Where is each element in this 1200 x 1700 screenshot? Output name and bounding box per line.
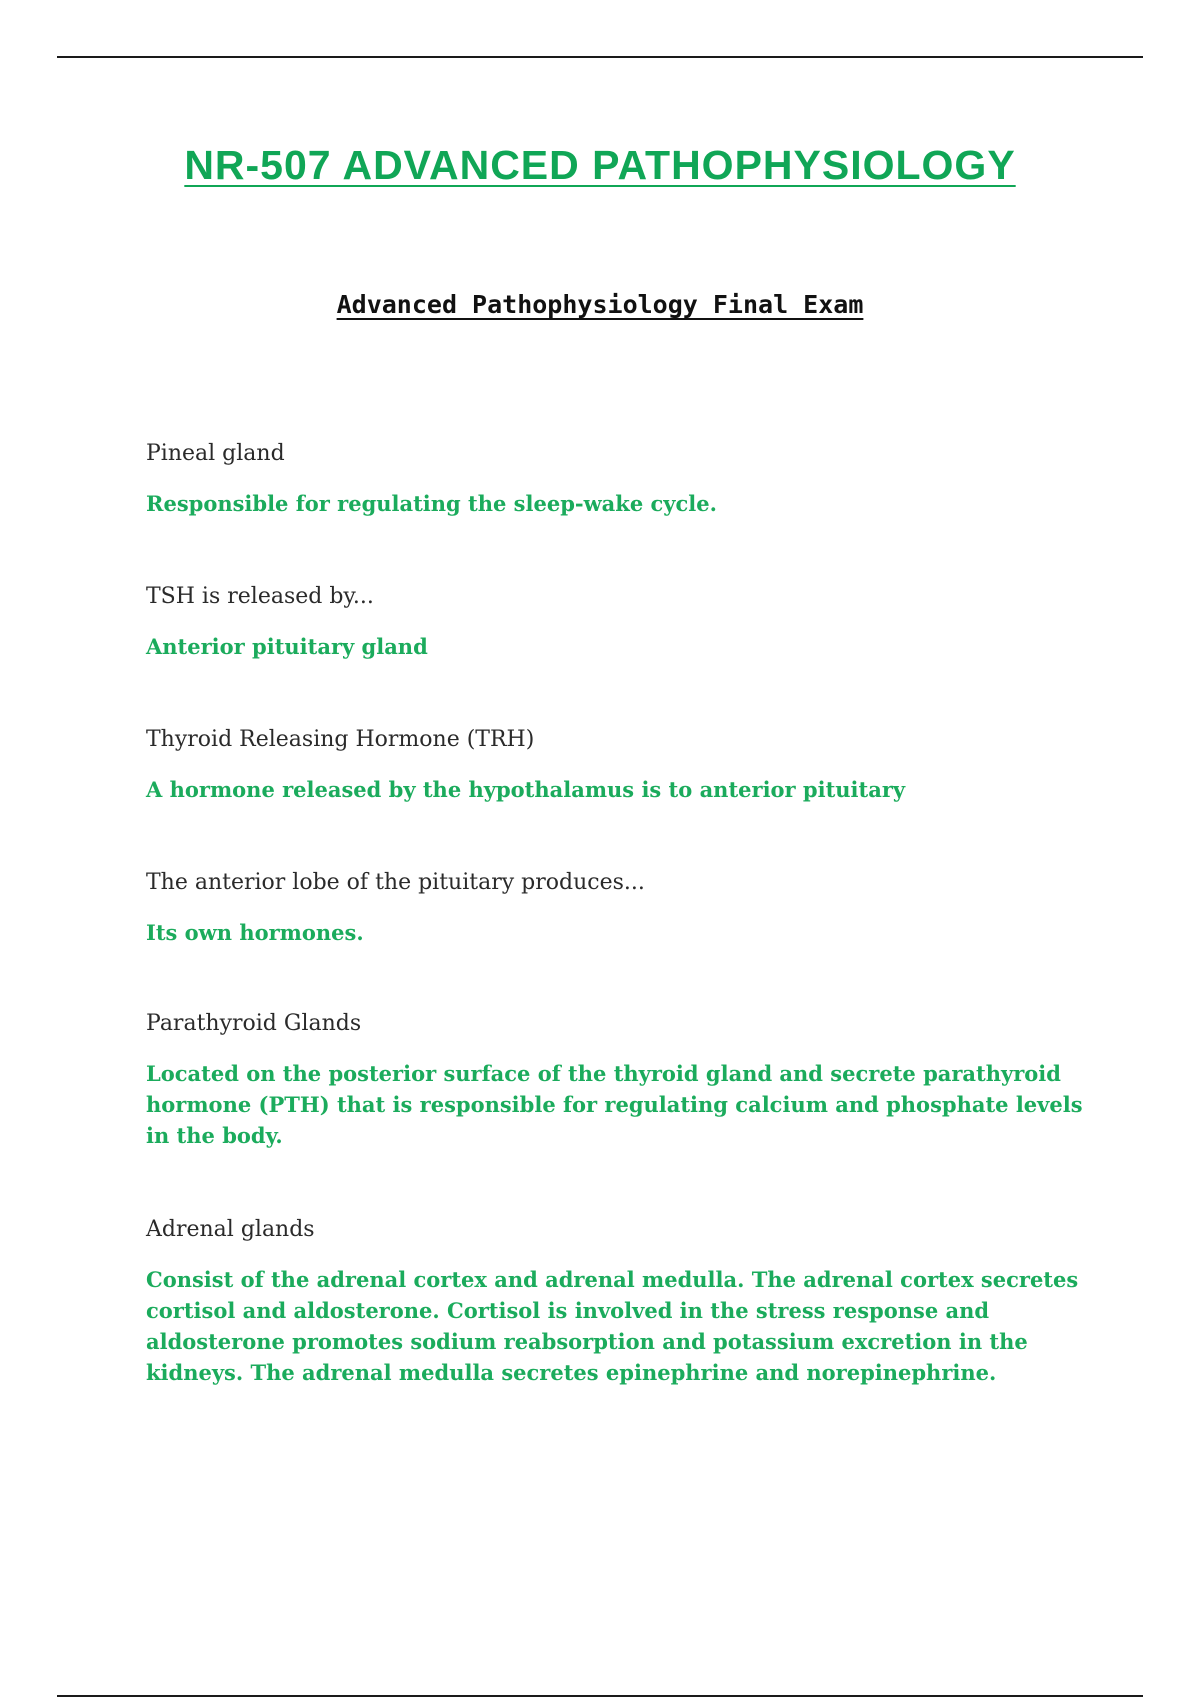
question-text: Thyroid Releasing Hormone (TRH) xyxy=(146,727,535,752)
qa-item-adrenal xyxy=(146,1216,1086,1388)
question-text: Parathyroid Glands xyxy=(146,1011,362,1036)
answer-text: Anterior pituitary gland xyxy=(146,634,428,659)
document-title-block xyxy=(0,142,1200,189)
qa-item-anterior-lobe xyxy=(146,869,1086,948)
top-divider xyxy=(57,56,1143,58)
question-text: The anterior lobe of the pituitary produces... xyxy=(146,870,645,895)
answer-text: Its own hormones. xyxy=(146,920,364,945)
question-text: Adrenal glands xyxy=(146,1217,315,1242)
qa-item-pineal-gland xyxy=(146,440,1086,519)
bottom-divider xyxy=(57,1695,1143,1697)
qa-item-tsh xyxy=(146,583,1086,662)
question-text: Pineal gland xyxy=(146,441,285,466)
document-subtitle-block xyxy=(0,290,1200,319)
document-subtitle: Advanced Pathophysiology Final Exam xyxy=(336,290,864,319)
answer-text: A hormone released by the hypothalamus is to anterior pituitary xyxy=(146,777,906,802)
qa-item-trh xyxy=(146,726,1086,805)
answer-text: Located on the posterior surface of the thyroid gland and secrete parathyroid hormone (PTH) that is responsible for regulating calcium and phosphate levels in the body. xyxy=(146,1061,1083,1148)
document-title: NR-507 ADVANCED PATHOPHYSIOLOGY xyxy=(184,142,1016,188)
qa-item-parathyroid xyxy=(146,1010,1086,1151)
question-text: TSH is released by... xyxy=(146,584,374,609)
answer-text: Responsible for regulating the sleep-wake cycle. xyxy=(146,491,717,516)
answer-text: Consist of the adrenal cortex and adrenal medulla. The adrenal cortex secretes cortisol and aldosterone. Cortisol is involved in the stress response and aldosterone promotes sodium reabsorption and potassium excretion in the kidneys. The adrenal medulla secretes epinephrine and norepinephrine. xyxy=(146,1267,1079,1385)
